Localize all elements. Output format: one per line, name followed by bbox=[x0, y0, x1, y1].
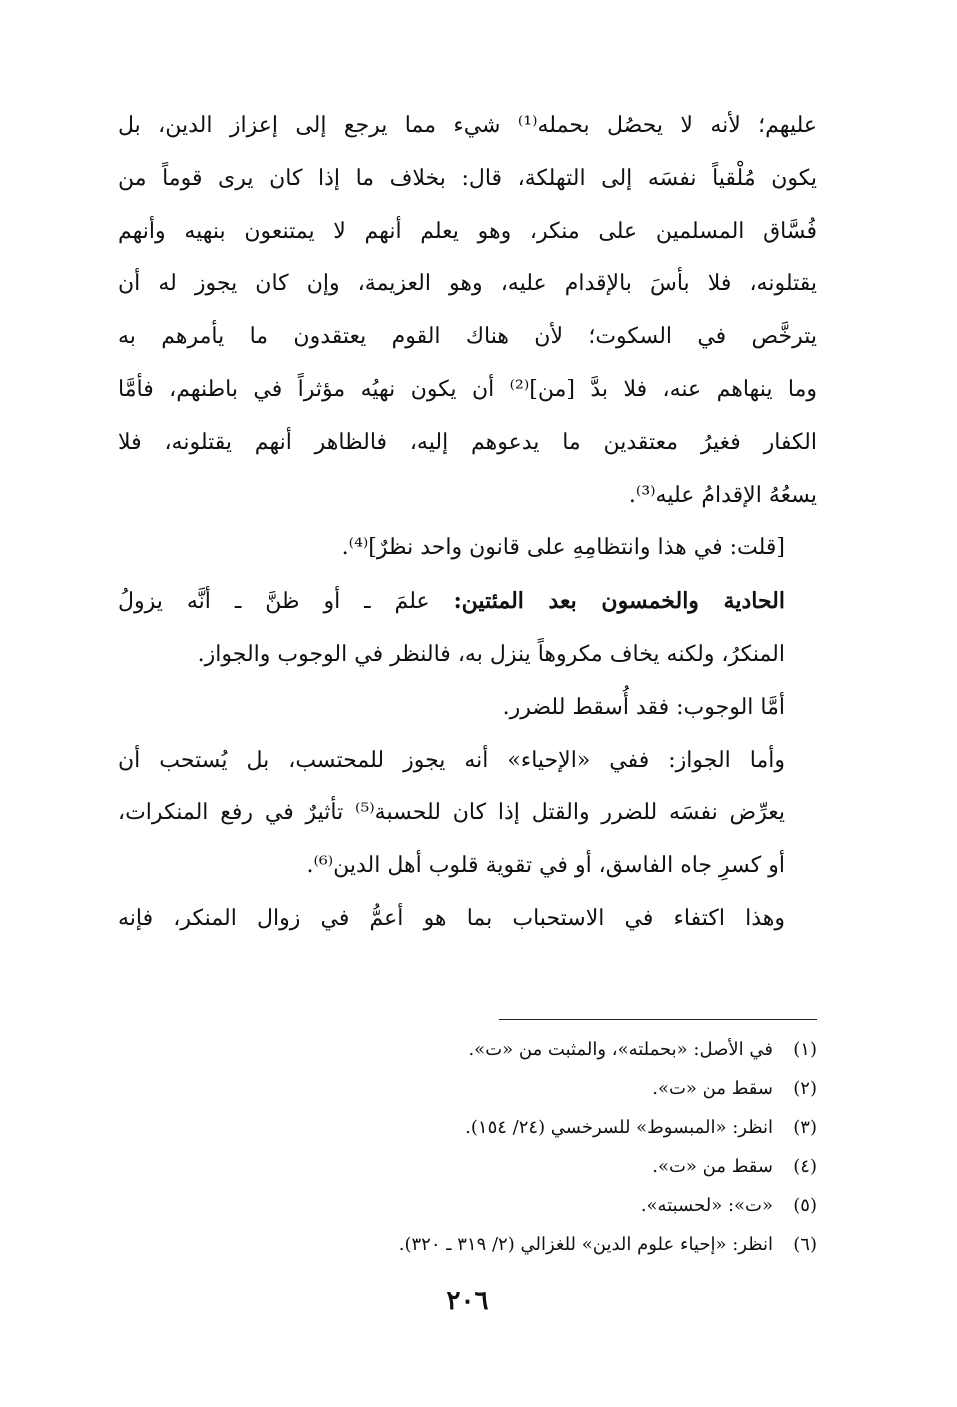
footnote-item bbox=[118, 1186, 817, 1225]
text-line: يعرِّض نفسَه للضرر والقتل إذا كان للحسبة⁽⁵⁾ تأثيرٌ في رفع المنكرات، bbox=[118, 800, 785, 826]
footnote-item bbox=[118, 1030, 817, 1069]
text-line: الكفار فغيرُ معتقدين ما يدعوهم إليه، فالظاهر أنهم يقتلونه، فلا bbox=[118, 429, 817, 455]
main-text bbox=[118, 100, 817, 946]
page bbox=[118, 0, 817, 1407]
footnote-text: انظر: «المبسوط» للسرخسي (٢٤/ ١٥٤). bbox=[465, 1117, 773, 1138]
footnote-text: في الأصل: «بحملته»، والمثبت من «ت». bbox=[468, 1039, 773, 1060]
footnote-number: (٢) bbox=[793, 1078, 817, 1099]
footnote-item bbox=[118, 1147, 817, 1186]
paragraph-6 bbox=[118, 893, 817, 946]
text-line: فُسَّاق المسلمين على منكر، وهو يعلم أنهم لا يمتنعون بنهيه وأنهم bbox=[118, 218, 817, 244]
text-line: [قلت: في هذا وانتظامِهِ على قانون واحد نظرٌ]⁽⁴⁾. bbox=[341, 535, 785, 561]
footnote-item bbox=[118, 1069, 817, 1108]
footnote-text: سقط من «ت». bbox=[652, 1078, 773, 1099]
text-line: وهذا اكتفاء في الاستحباب بما هو أعمُّ في زوال المنكر، فإنه bbox=[118, 905, 785, 931]
section-heading: الحادية والخمسون بعد المئتين: bbox=[453, 588, 785, 615]
footnote-text: «ت»: «لحسبته». bbox=[640, 1195, 773, 1216]
footnote-number: (٣) bbox=[793, 1117, 817, 1138]
text-line: يترخَّص في السكوت؛ لأن هناك القوم يعتقدون ما يأمرهم به bbox=[118, 324, 818, 350]
text-line: عليهم؛ لأنه لا يحصُل بحمله⁽¹⁾ شيء مما يرجع إلى إعزاز الدين، بل bbox=[118, 113, 817, 138]
footnote-text: انظر: «إحياء علوم الدين» للغزالي (٢/ ٣١٩ ـ ٣٢٠). bbox=[398, 1234, 773, 1255]
footnote-item bbox=[118, 1108, 817, 1147]
text-line: أمَّا الوجوب: فقد أُسقط للضرر. bbox=[502, 694, 785, 720]
paragraph-1 bbox=[118, 100, 817, 522]
footnote-number: (٤) bbox=[793, 1156, 817, 1177]
page-number: ٢٠٦ bbox=[446, 1286, 489, 1316]
footnote-separator bbox=[499, 1019, 817, 1020]
footnote-text: سقط من «ت». bbox=[652, 1156, 773, 1177]
text-line bbox=[118, 575, 817, 629]
paragraph-4 bbox=[118, 682, 817, 735]
text-line: وما ينهاهم عنه، فلا بدَّ [من]⁽²⁾ أن يكون نهيُه مؤثراً في باطنهم، فأمَّا bbox=[118, 376, 817, 402]
text-line: يكون مُلْقياً نفسَه إلى التهلكة، قال: بخلاف ما إذا كان يرى قوماً من bbox=[118, 165, 817, 191]
text-fragment: علمَ ـ أو ظنَّ ـ أنَّه يزولُ bbox=[118, 589, 454, 615]
footnote-number: (٥) bbox=[793, 1195, 817, 1216]
footnote-number: (٦) bbox=[793, 1234, 817, 1255]
text-line: المنكرُ، ولكنه يخاف مكروهاً ينزل به، فالنظر في الوجوب والجواز. bbox=[197, 641, 785, 667]
text-line: يسعُهُ الإقدامُ عليه⁽³⁾. bbox=[628, 482, 817, 508]
text-line: يقتلونه، فلا بأسَ بالإقدام عليه، وهو العزيمة، وإن كان يجوز له أن bbox=[118, 271, 817, 297]
text-line: أو كسرِ جاه الفاسق، أو في تقوية قلوب أهل الدين⁽⁶⁾. bbox=[306, 853, 785, 879]
paragraph-2 bbox=[118, 522, 817, 575]
paragraph-3 bbox=[118, 575, 817, 682]
footnote-number: (١) bbox=[793, 1039, 817, 1060]
footnotes-list bbox=[118, 1030, 817, 1264]
text-line: وأما الجواز: ففي «الإحياء» أنه يجوز للمحتسب، بل يُستحب أن bbox=[118, 747, 785, 773]
paragraph-5 bbox=[118, 735, 817, 893]
footnote-item bbox=[118, 1225, 817, 1264]
